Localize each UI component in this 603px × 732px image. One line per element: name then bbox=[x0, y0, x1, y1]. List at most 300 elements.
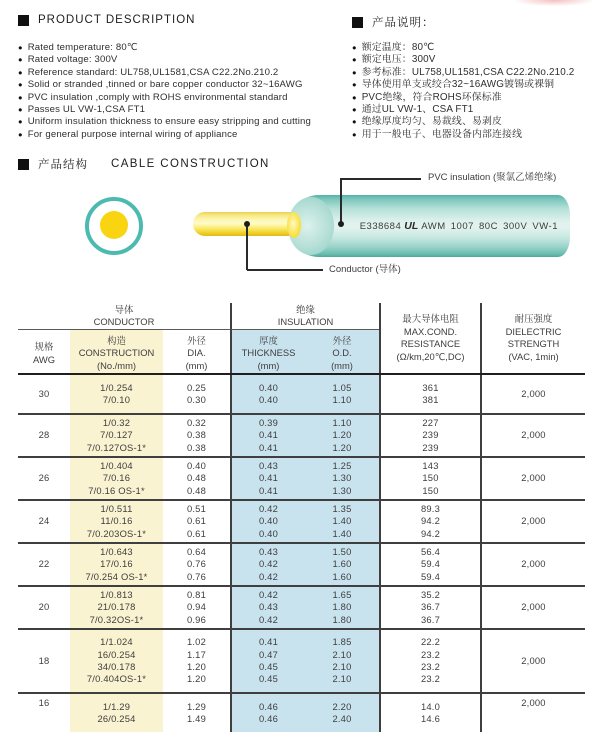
cell-value: 1.80 bbox=[332, 613, 352, 625]
thickness-cell bbox=[230, 587, 305, 628]
cell-value: 0.48 bbox=[186, 472, 207, 484]
cell-value: 1.05 bbox=[332, 381, 352, 393]
od-cell bbox=[305, 501, 379, 542]
description-item bbox=[18, 67, 311, 79]
table-row-group bbox=[18, 585, 585, 628]
cell-value: 239 bbox=[422, 429, 439, 441]
resistance-cell bbox=[379, 415, 480, 456]
pvc-leader-line-h bbox=[340, 178, 421, 180]
dia-cell bbox=[163, 587, 230, 628]
construction-title-en: CABLE CONSTRUCTION bbox=[111, 158, 270, 170]
construction-cell bbox=[70, 375, 163, 413]
dielectric-value: 2,000 bbox=[521, 472, 546, 484]
table-row-group bbox=[18, 375, 585, 413]
cell-value: 1.20 bbox=[332, 441, 352, 453]
dia-cell bbox=[163, 501, 230, 542]
cell-value: 35.2 bbox=[420, 588, 441, 600]
cell-value: 2.40 bbox=[332, 713, 352, 724]
od-cell bbox=[305, 375, 379, 413]
table-row-group bbox=[18, 628, 585, 692]
dia-cell bbox=[163, 458, 230, 499]
dot-bullet-icon: ● bbox=[18, 129, 23, 139]
cell-value: 7/0.127OS-1* bbox=[86, 441, 147, 453]
header-label: 外径 bbox=[187, 334, 206, 346]
thickness-cell bbox=[230, 694, 305, 732]
cell-value: 0.96 bbox=[186, 613, 207, 625]
square-bullet-icon bbox=[18, 15, 29, 26]
cell-value: 7/0.16 bbox=[102, 472, 131, 484]
product-description-title-text: PRODUCT DESCRIPTION bbox=[38, 14, 196, 26]
awg-cell bbox=[18, 375, 70, 413]
cell-value: 361 bbox=[422, 381, 439, 393]
cell-value: 1.20 bbox=[186, 661, 207, 672]
resistance-cell bbox=[379, 501, 480, 542]
cell-value: 0.42 bbox=[258, 613, 279, 625]
cell-value: 2.10 bbox=[332, 661, 352, 672]
cross-section-conductor-core bbox=[100, 211, 128, 239]
cell-value: 2.10 bbox=[332, 648, 352, 660]
dot-bullet-icon: ● bbox=[352, 43, 357, 52]
cell-value: 1.20 bbox=[186, 673, 207, 685]
awg-column-header bbox=[18, 330, 70, 373]
cell-value: 94.2 bbox=[420, 527, 441, 539]
description-item bbox=[352, 104, 574, 116]
thickness-cell bbox=[230, 415, 305, 456]
spec-table-body bbox=[18, 375, 585, 732]
cell-value: 1/0.643 bbox=[100, 545, 133, 557]
dia-cell bbox=[163, 415, 230, 456]
header-label: DIELECTRIC bbox=[505, 325, 562, 337]
header-label: 外径 bbox=[332, 334, 352, 346]
cell-value: 0.30 bbox=[186, 394, 207, 405]
dielectric-value: 2,000 bbox=[521, 654, 546, 666]
header-label: (VAC, 1min) bbox=[508, 350, 559, 362]
dielectric-value: 2,000 bbox=[521, 601, 546, 613]
cell-value: 11/0.16 bbox=[100, 515, 133, 527]
od-cell bbox=[305, 458, 379, 499]
dielectric-value: 2,000 bbox=[521, 558, 546, 570]
cable-print-spec: AWM 1007 80C 300V VW-1 bbox=[421, 221, 558, 232]
dielectric-value: 2,000 bbox=[521, 387, 546, 399]
cell-value: 1/0.511 bbox=[100, 502, 133, 514]
description-item-text: 导体使用单支或绞合32~16AWG镀锡或裸铜 bbox=[361, 79, 555, 91]
description-item-text: 通过UL VW-1、CSA FT1 bbox=[361, 104, 474, 116]
header-label: STRENGTH bbox=[507, 338, 560, 349]
cell-value: 0.41 bbox=[258, 484, 279, 496]
table-row-group bbox=[18, 413, 585, 456]
header-label: AWG bbox=[32, 353, 56, 365]
cell-value: 0.46 bbox=[258, 713, 279, 724]
awg-value: 30 bbox=[38, 387, 50, 399]
awg-value: 24 bbox=[38, 515, 50, 527]
cell-value: 89.3 bbox=[420, 502, 441, 514]
header-label: DIA. bbox=[187, 347, 206, 359]
table-row-group bbox=[18, 456, 585, 499]
construction-cell bbox=[70, 415, 163, 456]
dielectric-cell bbox=[480, 415, 585, 456]
dot-bullet-icon: ● bbox=[18, 105, 23, 115]
cell-value: 1.30 bbox=[332, 484, 352, 496]
dielectric-cell bbox=[480, 630, 585, 692]
dielectric-cell bbox=[480, 375, 585, 413]
description-item bbox=[352, 67, 574, 79]
cell-value: 1.85 bbox=[332, 636, 352, 648]
dot-bullet-icon: ● bbox=[18, 55, 23, 65]
dot-bullet-icon: ● bbox=[352, 117, 357, 127]
dielectric-cell bbox=[480, 458, 585, 499]
cell-value: 1.40 bbox=[332, 527, 352, 539]
dielectric-cell bbox=[480, 694, 585, 732]
description-item bbox=[352, 79, 574, 91]
pvc-leader-line-v bbox=[340, 178, 342, 224]
awg-value: 20 bbox=[38, 601, 50, 613]
cell-value: 239 bbox=[422, 441, 439, 453]
cell-value: 36.7 bbox=[420, 613, 441, 625]
cell-value: 1.10 bbox=[332, 416, 352, 428]
awg-value: 22 bbox=[38, 558, 50, 570]
cell-value: 1.17 bbox=[186, 648, 207, 660]
construction-cell bbox=[70, 501, 163, 542]
cell-value: 1/0.404 bbox=[100, 459, 133, 471]
cell-value: 0.81 bbox=[186, 588, 207, 600]
header-label: (mm) bbox=[185, 359, 208, 371]
header-label: 导体 bbox=[114, 303, 134, 315]
dielectric-cell bbox=[480, 501, 585, 542]
cell-value: 7/0.404OS-1* bbox=[86, 673, 147, 685]
header-label: INSULATION bbox=[277, 316, 334, 327]
cell-value: 7/0.32OS-1* bbox=[89, 613, 144, 625]
awg-cell bbox=[18, 694, 70, 732]
description-item-text: PVC insulation ,comply with ROHS environmental standard bbox=[27, 91, 288, 103]
cell-value: 143 bbox=[422, 459, 439, 471]
thickness-cell bbox=[230, 544, 305, 585]
cell-value: 1.49 bbox=[186, 713, 207, 724]
cell-value: 0.61 bbox=[186, 515, 207, 527]
description-item-text: Uniform insulation thickness to ensure easy stripping and cutting bbox=[27, 116, 312, 128]
cell-value: 1.20 bbox=[332, 429, 352, 441]
dia-cell bbox=[163, 544, 230, 585]
description-item bbox=[352, 54, 574, 66]
cell-value: 17/0.16 bbox=[100, 558, 133, 570]
resistance-cell bbox=[379, 694, 480, 732]
header-label: 厚度 bbox=[259, 334, 278, 346]
cell-value: 7/0.203OS-1* bbox=[86, 527, 147, 539]
cell-value: 0.76 bbox=[186, 570, 207, 582]
cell-value: 94.2 bbox=[420, 515, 441, 527]
cell-value: 0.43 bbox=[258, 545, 279, 557]
header-label: 耐压强度 bbox=[514, 313, 553, 324]
cell-value: 23.2 bbox=[420, 673, 441, 685]
pvc-leader-dot bbox=[338, 221, 344, 227]
insulation-group-header bbox=[230, 303, 379, 330]
cell-value: 2.20 bbox=[332, 700, 352, 712]
header-label: 构造 bbox=[107, 334, 126, 346]
cell-value: 0.38 bbox=[186, 429, 207, 441]
cell-value: 1/0.32 bbox=[102, 416, 131, 428]
cell-value: 0.41 bbox=[258, 429, 279, 441]
description-list-zh bbox=[352, 42, 574, 141]
cell-value: 0.41 bbox=[258, 441, 279, 453]
dielectric-column-header bbox=[480, 303, 585, 373]
cell-value: 1.60 bbox=[332, 558, 352, 570]
cell-value: 0.41 bbox=[258, 636, 279, 648]
description-list-en bbox=[18, 42, 311, 141]
conductor-core-peek bbox=[287, 212, 301, 238]
od-column-header bbox=[305, 330, 379, 373]
conductor-leader-line-h bbox=[247, 269, 323, 271]
cell-value: 0.41 bbox=[258, 472, 279, 484]
square-bullet-icon bbox=[18, 159, 29, 170]
awg-cell bbox=[18, 544, 70, 585]
dot-bullet-icon: ● bbox=[18, 92, 23, 102]
table-row-group bbox=[18, 692, 585, 732]
cell-value: 0.40 bbox=[258, 515, 279, 527]
cell-value: 0.76 bbox=[186, 558, 207, 570]
spec-table-header bbox=[18, 303, 585, 375]
resistance-cell bbox=[379, 458, 480, 499]
cell-value: 227 bbox=[422, 416, 439, 428]
construction-column-header bbox=[70, 330, 163, 373]
awg-value: 18 bbox=[38, 654, 50, 666]
dielectric-value: 2,000 bbox=[521, 515, 546, 527]
od-cell bbox=[305, 587, 379, 628]
dot-bullet-icon: ● bbox=[352, 129, 357, 139]
table-row-group bbox=[18, 542, 585, 585]
awg-value: 28 bbox=[38, 429, 50, 441]
cell-value: 7/0.10 bbox=[102, 394, 131, 405]
spec-table bbox=[18, 303, 585, 732]
description-item-text: 参考标准：UL758,UL1581,CSA C22.2No.210.2 bbox=[361, 66, 575, 78]
cell-value: 0.40 bbox=[258, 381, 279, 393]
cable-print-text bbox=[360, 220, 558, 232]
header-label: 最大导体电阻 bbox=[402, 313, 459, 324]
header-label: O.D. bbox=[332, 347, 352, 359]
cell-value: 1.80 bbox=[332, 601, 352, 613]
dielectric-cell bbox=[480, 587, 585, 628]
cell-value: 1.60 bbox=[332, 570, 352, 582]
product-description-title-zh bbox=[352, 14, 435, 30]
thickness-column-header bbox=[230, 330, 305, 373]
construction-title-zh: 产品结构 bbox=[38, 159, 88, 171]
cell-value: 0.45 bbox=[258, 661, 279, 672]
dot-bullet-icon: ● bbox=[18, 80, 23, 90]
resistance-cell bbox=[379, 587, 480, 628]
cell-value: 381 bbox=[422, 394, 439, 405]
cell-value: 23.2 bbox=[420, 661, 441, 672]
construction-cell bbox=[70, 630, 163, 692]
cell-value: 0.40 bbox=[258, 394, 279, 405]
header-label: (mm) bbox=[257, 359, 280, 371]
cell-value: 1/0.254 bbox=[100, 381, 133, 393]
description-item bbox=[18, 92, 311, 104]
dot-bullet-icon: ● bbox=[352, 67, 357, 77]
description-item-text: For general purpose internal wiring of appliance bbox=[27, 128, 238, 140]
construction-cell bbox=[70, 544, 163, 585]
cell-value: 0.42 bbox=[258, 558, 279, 570]
description-item bbox=[18, 104, 311, 116]
conductor-leader-line-v bbox=[246, 224, 248, 270]
cable-insulation-body bbox=[288, 195, 570, 257]
description-item-text: Solid or stranded ,tinned or bare copper conductor 32~16AWG bbox=[27, 79, 303, 91]
description-item-text: 用于一般电子、电器设备内部连接线 bbox=[361, 128, 523, 140]
cell-value: 59.4 bbox=[420, 570, 441, 582]
cell-value: 21/0.178 bbox=[97, 601, 136, 613]
dielectric-value: 2,000 bbox=[521, 429, 546, 441]
dia-cell bbox=[163, 375, 230, 413]
cell-value: 1.30 bbox=[332, 472, 352, 484]
cell-value: 0.38 bbox=[186, 441, 207, 453]
square-bullet-icon bbox=[352, 17, 363, 28]
dot-bullet-icon: ● bbox=[18, 117, 23, 127]
header-label: (Ω/km,20℃,DC) bbox=[396, 350, 465, 362]
product-description-title bbox=[18, 14, 195, 26]
conductor-group-header bbox=[18, 303, 230, 330]
awg-cell bbox=[18, 587, 70, 628]
description-item bbox=[352, 92, 574, 104]
cell-value: 23.2 bbox=[420, 648, 441, 660]
resistance-cell bbox=[379, 375, 480, 413]
cell-value: 34/0.178 bbox=[97, 661, 136, 672]
resistance-cell bbox=[379, 630, 480, 692]
dot-bullet-icon: ● bbox=[18, 43, 23, 52]
cell-value: 0.48 bbox=[186, 484, 207, 496]
header-label: 规格 bbox=[34, 341, 54, 352]
cell-value: 0.39 bbox=[258, 416, 279, 428]
description-item-text: PVC绝缘，符合ROHS环保标准 bbox=[361, 91, 502, 103]
cell-value: 0.61 bbox=[186, 527, 207, 539]
header-label: THICKNESS bbox=[241, 347, 296, 359]
cell-value: 150 bbox=[422, 484, 439, 496]
cell-value: 0.47 bbox=[258, 648, 279, 660]
header-label: (mm) bbox=[331, 359, 353, 371]
cell-value: 0.45 bbox=[258, 673, 279, 685]
cell-value: 0.42 bbox=[258, 502, 279, 514]
red-smudge-decoration bbox=[515, 0, 593, 6]
cell-value: 36.7 bbox=[420, 601, 441, 613]
thickness-cell bbox=[230, 458, 305, 499]
header-label: RESISTANCE bbox=[400, 338, 461, 349]
dot-bullet-icon: ● bbox=[352, 55, 357, 65]
thickness-cell bbox=[230, 630, 305, 692]
header-label: 绝缘 bbox=[296, 303, 315, 315]
dia-cell bbox=[163, 630, 230, 692]
description-item-text: Reference standard: UL758,UL1581,CSA C22.2No.210.2 bbox=[27, 66, 279, 78]
pvc-insulation-label: PVC insulation (聚氯乙烯绝缘) bbox=[428, 172, 557, 183]
cell-value: 0.42 bbox=[258, 588, 279, 600]
cell-value: 0.32 bbox=[186, 416, 207, 428]
conductor-leader-dot bbox=[244, 221, 250, 227]
cell-value: 1.65 bbox=[332, 588, 352, 600]
cell-value: 26/0.254 bbox=[97, 713, 136, 724]
description-item bbox=[352, 116, 574, 128]
construction-cell bbox=[70, 587, 163, 628]
cell-value: 1/1.29 bbox=[102, 700, 131, 712]
cell-value: 0.43 bbox=[258, 601, 279, 613]
cell-value: 0.64 bbox=[186, 545, 207, 557]
header-label: MAX.COND. bbox=[403, 325, 458, 337]
cell-value: 0.25 bbox=[186, 381, 207, 393]
cell-value: 1.25 bbox=[332, 459, 352, 471]
thickness-cell bbox=[230, 375, 305, 413]
cell-value: 7/0.127 bbox=[100, 429, 133, 441]
description-item bbox=[18, 42, 311, 54]
od-cell bbox=[305, 630, 379, 692]
cell-value: 14.6 bbox=[420, 713, 441, 724]
construction-cell bbox=[70, 458, 163, 499]
dot-bullet-icon: ● bbox=[352, 92, 357, 102]
dielectric-value: 2,000 bbox=[521, 697, 546, 708]
cell-value: 0.40 bbox=[186, 459, 207, 471]
header-label: (No./mm) bbox=[96, 359, 137, 371]
description-item bbox=[18, 129, 311, 141]
cell-value: 16/0.254 bbox=[97, 648, 136, 660]
awg-cell bbox=[18, 415, 70, 456]
description-item-text: Passes UL VW-1,CSA FT1 bbox=[27, 104, 146, 116]
header-label: CONDUCTOR bbox=[93, 316, 155, 327]
description-item-text: Rated temperature: 80℃ bbox=[27, 42, 138, 53]
cable-print-cert: E338684 bbox=[359, 221, 402, 232]
cell-value: 1.40 bbox=[332, 515, 352, 527]
description-item bbox=[352, 42, 574, 54]
description-item bbox=[18, 116, 311, 128]
cell-value: 1.35 bbox=[332, 502, 352, 514]
cell-value: 1.02 bbox=[186, 636, 207, 648]
description-item-text: 额定电压：300V bbox=[361, 54, 436, 66]
cell-value: 1/0.813 bbox=[100, 588, 133, 600]
awg-cell bbox=[18, 501, 70, 542]
cell-value: 0.94 bbox=[186, 601, 207, 613]
od-cell bbox=[305, 694, 379, 732]
description-item-text: 额定温度：80℃ bbox=[361, 42, 435, 53]
cell-value: 0.40 bbox=[258, 527, 279, 539]
cell-value: 1/1.024 bbox=[100, 636, 133, 648]
cell-value: 0.42 bbox=[258, 570, 279, 582]
conductor-label: Conductor (导体) bbox=[329, 264, 401, 275]
cell-value: 22.2 bbox=[420, 636, 441, 648]
resistance-cell bbox=[379, 544, 480, 585]
thickness-cell bbox=[230, 501, 305, 542]
dia-column-header bbox=[163, 330, 230, 373]
awg-cell bbox=[18, 458, 70, 499]
cell-value: 56.4 bbox=[420, 545, 441, 557]
cell-value: 1.29 bbox=[186, 700, 207, 712]
cell-value: 2.10 bbox=[332, 673, 352, 685]
awg-cell bbox=[18, 630, 70, 692]
description-item bbox=[18, 79, 311, 91]
resistance-column-header bbox=[379, 303, 480, 373]
description-item-text: 绝缘厚度均匀、易裁线、易剥皮 bbox=[361, 116, 503, 128]
cell-value: 0.46 bbox=[258, 700, 279, 712]
cell-value: 7/0.16 OS-1* bbox=[88, 484, 145, 496]
description-item bbox=[352, 129, 574, 141]
dielectric-cell bbox=[480, 544, 585, 585]
awg-value: 16 bbox=[38, 697, 50, 708]
dot-bullet-icon: ● bbox=[18, 67, 23, 77]
awg-value: 26 bbox=[38, 472, 50, 484]
cell-value: 7/0.254 OS-1* bbox=[85, 570, 148, 582]
description-item-text: Rated voltage: 300V bbox=[27, 54, 118, 66]
cell-value: 1.50 bbox=[332, 545, 352, 557]
dia-cell bbox=[163, 694, 230, 732]
cell-value: 59.4 bbox=[420, 558, 441, 570]
dot-bullet-icon: ● bbox=[352, 80, 357, 90]
ul-logo: UL bbox=[404, 220, 419, 232]
od-cell bbox=[305, 544, 379, 585]
description-item bbox=[18, 54, 311, 66]
construction-cell bbox=[70, 694, 163, 732]
product-description-title-zh-text: 产品说明： bbox=[372, 17, 435, 29]
table-row-group bbox=[18, 499, 585, 542]
